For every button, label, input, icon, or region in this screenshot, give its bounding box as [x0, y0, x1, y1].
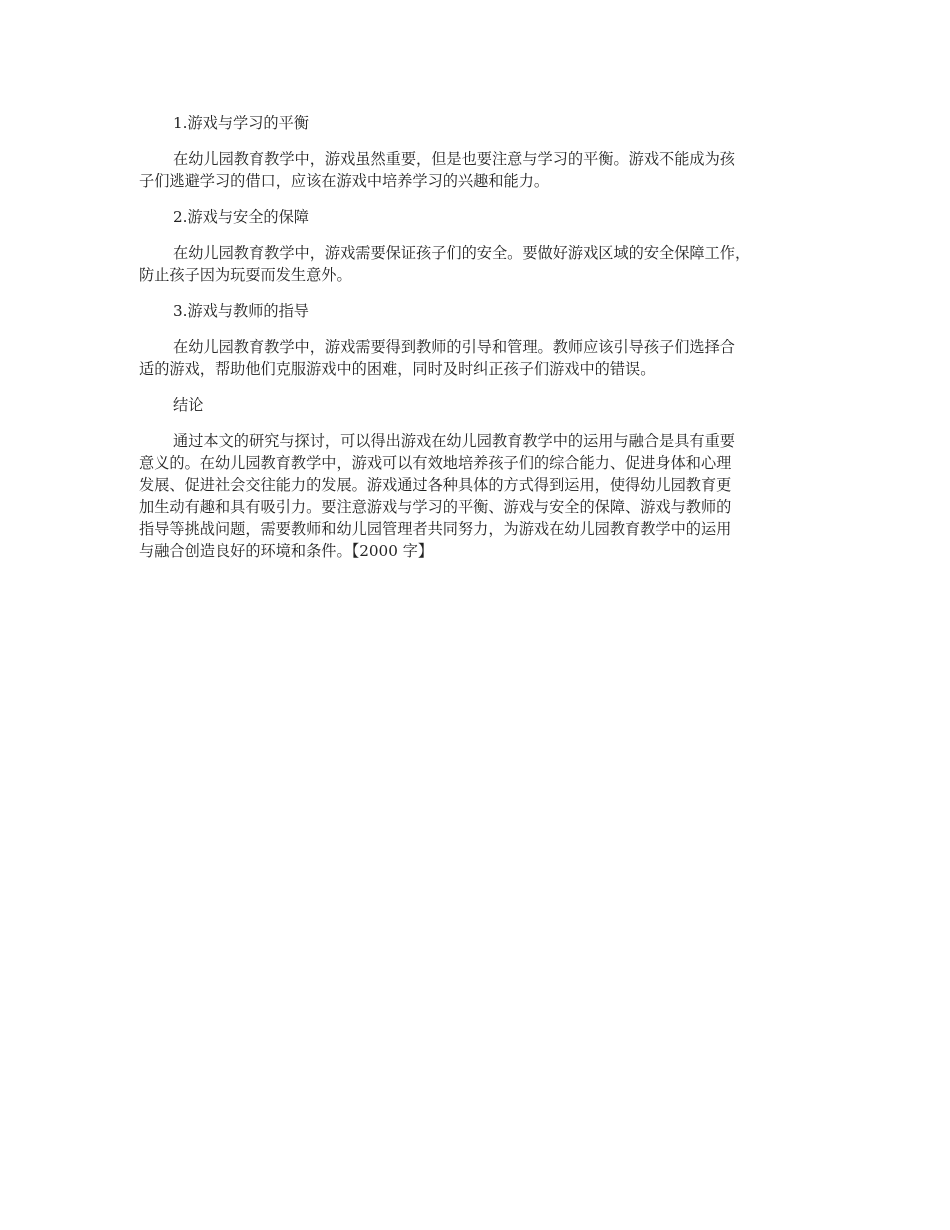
- section-paragraph-conclusion: 通过本文的研究与探讨，可以得出游戏在幼儿园教育教学中的运用与融合是具有重要 意义的。在幼儿园教育教学中，游戏可以有效地培养孩子们的综合能力、促进身体和心理 发展、促进社会交往能力的发展。游戏通过各种具体的方式得到运用，使得幼儿园教育更 加生动有趣和具有吸引力。要注意游戏与学习的平衡、游戏与安全的保障、游戏与教师的 指导等挑战问题，需要教师和幼儿园管理者共同努力，为游戏在幼儿园教育教学中的运用 与融合创造良好的环境和条件。【2000 字】: [139, 432, 735, 560]
- section-heading-teacher-guidance: 3.游戏与教师的指导: [173, 302, 309, 320]
- section-heading-balance-learning: 1.游戏与学习的平衡: [173, 114, 309, 132]
- section-heading-safety: 2.游戏与安全的保障: [173, 208, 309, 226]
- document-body: [139, 112, 829, 576]
- section-paragraph-safety: 在幼儿园教育教学中，游戏需要保证孩子们的安全。要做好游戏区域的安全保障工作， 防止孩子因为玩耍而发生意外。: [139, 244, 751, 284]
- section-paragraph-balance-learning: 在幼儿园教育教学中，游戏虽然重要，但是也要注意与学习的平衡。游戏不能成为孩 子们逃避学习的借口，应该在游戏中培养学习的兴趣和能力。: [139, 150, 735, 190]
- section-heading-conclusion: 结论: [173, 396, 204, 414]
- section-paragraph-teacher-guidance: 在幼儿园教育教学中，游戏需要得到教师的引导和管理。教师应该引导孩子们选择合 适的游戏，帮助他们克服游戏中的困难，同时及时纠正孩子们游戏中的错误。: [139, 338, 735, 378]
